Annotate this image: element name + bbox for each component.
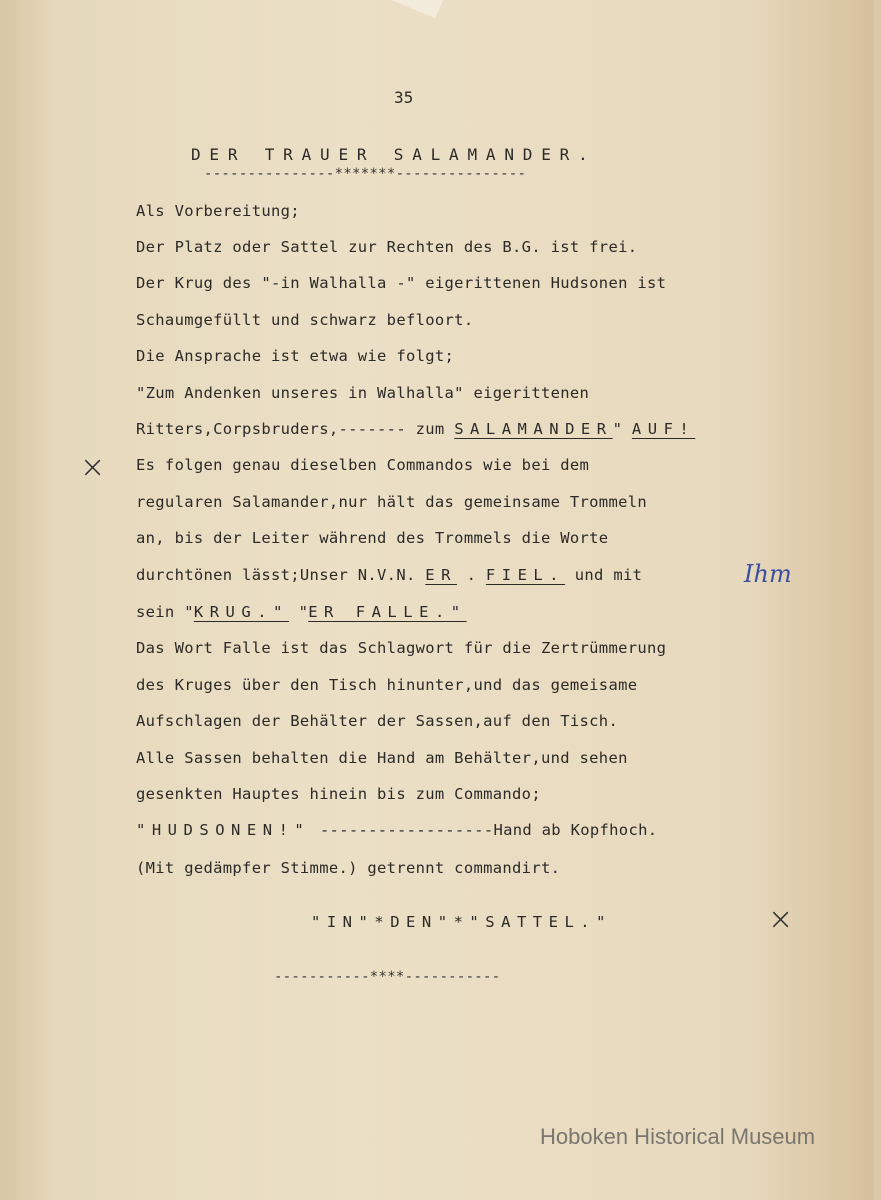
text-line-6: "Zum Andenken unseres in Walhalla" eigerittenen xyxy=(136,384,590,402)
text-line-12 xyxy=(136,603,467,621)
fiel-word: FIEL. xyxy=(485,566,566,584)
text-line-7 xyxy=(136,420,695,438)
text-line-7-quote: " xyxy=(612,420,632,438)
title-rule: ---------------*******--------------- xyxy=(204,166,527,182)
x-mark-right: × xyxy=(768,902,794,937)
x-mark-left: × xyxy=(80,450,106,485)
text-line-11-suffix: und mit xyxy=(565,566,643,584)
text-line-14: des Kruges über den Tisch hinunter,und das gemeisame xyxy=(136,676,638,694)
text-line-16: Alle Sassen behalten die Hand am Behälter,und sehen xyxy=(136,749,628,767)
text-line-11 xyxy=(136,566,642,584)
text-line-13: Das Wort Falle ist das Schlagwort für die Zertrümmerung xyxy=(136,639,667,657)
auf-word: AUF! xyxy=(631,420,696,438)
text-line-18 xyxy=(136,821,657,839)
text-line-4: Schaumgefüllt und schwarz befloort. xyxy=(136,311,474,329)
text-line-19: (Mit gedämpfer Stimme.) getrennt commandirt. xyxy=(136,859,561,877)
text-line-15: Aufschlagen der Behälter der Sassen,auf den Tisch. xyxy=(136,712,619,730)
text-line-3: Der Krug des "-in Walhalla -" eigerittenen Hudsonen ist xyxy=(136,274,667,292)
text-line-1: Als Vorbereitung; xyxy=(136,202,300,220)
document-title: DER TRAUER SALAMANDER. xyxy=(191,145,597,164)
text-line-2: Der Platz oder Sattel zur Rechten des B.G. ist frei. xyxy=(136,238,638,256)
er-falle-word: ER FALLE." xyxy=(308,603,467,621)
krug-word: KRUG." xyxy=(193,603,289,621)
handwritten-annotation: Ihm xyxy=(744,560,792,588)
page-number: 35 xyxy=(394,88,414,107)
hudsonen-word: "HUDSONEN!" xyxy=(136,821,311,839)
text-line-8: Es folgen genau dieselben Commandos wie bei dem xyxy=(136,456,590,474)
text-line-9: regularen Salamander,nur hält das gemeinsame Trommeln xyxy=(136,493,648,511)
museum-watermark: Hoboken Historical Museum xyxy=(540,1124,816,1149)
page-tear xyxy=(391,0,443,18)
salamander-word: SALAMANDER xyxy=(454,420,613,438)
document-page xyxy=(6,0,874,1200)
text-line-12-prefix: sein " xyxy=(136,603,194,621)
text-line-7-prefix: Ritters,Corpsbruders,------- zum xyxy=(136,420,455,438)
text-line-11-prefix: durchtönen lässt;Unser N.V.N. xyxy=(136,566,426,584)
text-line-12-gap: " xyxy=(288,603,309,621)
text-line-5: Die Ansprache ist etwa wie folgt; xyxy=(136,347,455,365)
er-word: ER xyxy=(425,566,457,584)
text-line-18-suffix: ------------------Hand ab Kopfhoch. xyxy=(310,821,658,839)
closing-rule: -----------****----------- xyxy=(274,969,501,985)
text-line-10: an, bis der Leiter während des Trommels die Worte xyxy=(136,529,609,547)
text-line-17: gesenkten Hauptes hinein bis zum Commando; xyxy=(136,785,541,803)
closing-command: "IN"*DEN"*"SATTEL." xyxy=(311,913,612,931)
text-line-11-dot: . xyxy=(456,566,486,584)
